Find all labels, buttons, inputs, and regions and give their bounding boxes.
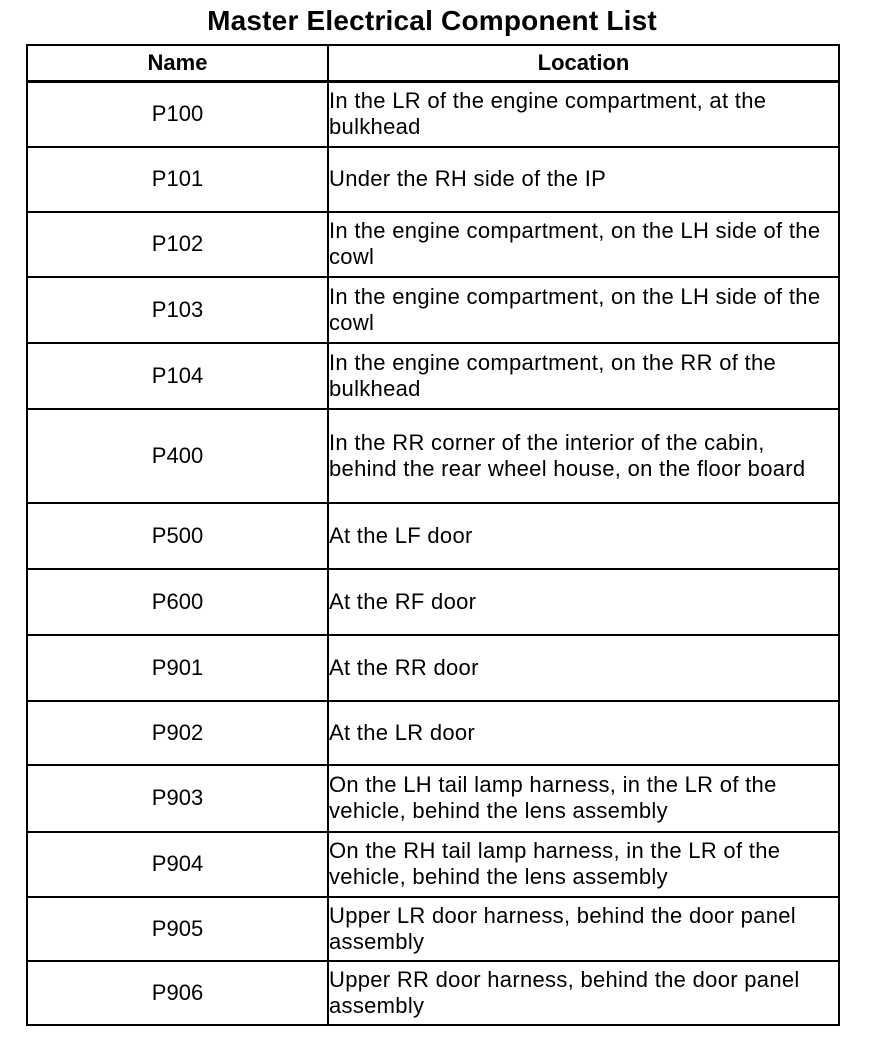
component-name: P902	[27, 701, 328, 765]
table-row	[27, 343, 839, 409]
component-location: Upper RR door harness, behind the door panel assembly	[328, 961, 839, 1025]
component-name: P104	[27, 343, 328, 409]
table-row	[27, 765, 839, 832]
component-table	[26, 44, 840, 1026]
component-location: At the RF door	[328, 569, 839, 635]
component-location: In the engine compartment, on the LH side of the cowl	[328, 277, 839, 343]
table-row	[27, 635, 839, 701]
component-location: In the LR of the engine compartment, at the bulkhead	[328, 82, 839, 147]
column-header-name: Name	[27, 45, 328, 82]
table-row	[27, 832, 839, 897]
component-name: P904	[27, 832, 328, 897]
table-row	[27, 961, 839, 1025]
component-name: P600	[27, 569, 328, 635]
component-name: P400	[27, 409, 328, 503]
component-name: P903	[27, 765, 328, 832]
component-location: On the RH tail lamp harness, in the LR of the vehicle, behind the lens assembly	[328, 832, 839, 897]
table-row	[27, 277, 839, 343]
table-row	[27, 503, 839, 569]
component-location: At the LF door	[328, 503, 839, 569]
table-row	[27, 82, 839, 147]
component-name: P101	[27, 147, 328, 212]
component-name: P906	[27, 961, 328, 1025]
table-row	[27, 409, 839, 503]
component-name: P100	[27, 82, 328, 147]
component-name: P901	[27, 635, 328, 701]
table-row	[27, 897, 839, 961]
component-location: In the RR corner of the interior of the cabin, behind the rear wheel house, on the floor board	[328, 409, 839, 503]
component-name: P103	[27, 277, 328, 343]
table-row	[27, 147, 839, 212]
header-row	[27, 45, 839, 82]
component-name: P500	[27, 503, 328, 569]
column-header-location: Location	[328, 45, 839, 82]
component-location: Under the RH side of the IP	[328, 147, 839, 212]
component-location: At the RR door	[328, 635, 839, 701]
component-location: On the LH tail lamp harness, in the LR of the vehicle, behind the lens assembly	[328, 765, 839, 832]
component-location: At the LR door	[328, 701, 839, 765]
table-row	[27, 701, 839, 765]
table-row	[27, 569, 839, 635]
table-row	[27, 212, 839, 277]
component-location: Upper LR door harness, behind the door panel assembly	[328, 897, 839, 961]
component-location: In the engine compartment, on the RR of the bulkhead	[328, 343, 839, 409]
page-title: Master Electrical Component List	[207, 5, 657, 36]
component-location: In the engine compartment, on the LH side of the cowl	[328, 212, 839, 277]
component-name: P102	[27, 212, 328, 277]
component-name: P905	[27, 897, 328, 961]
